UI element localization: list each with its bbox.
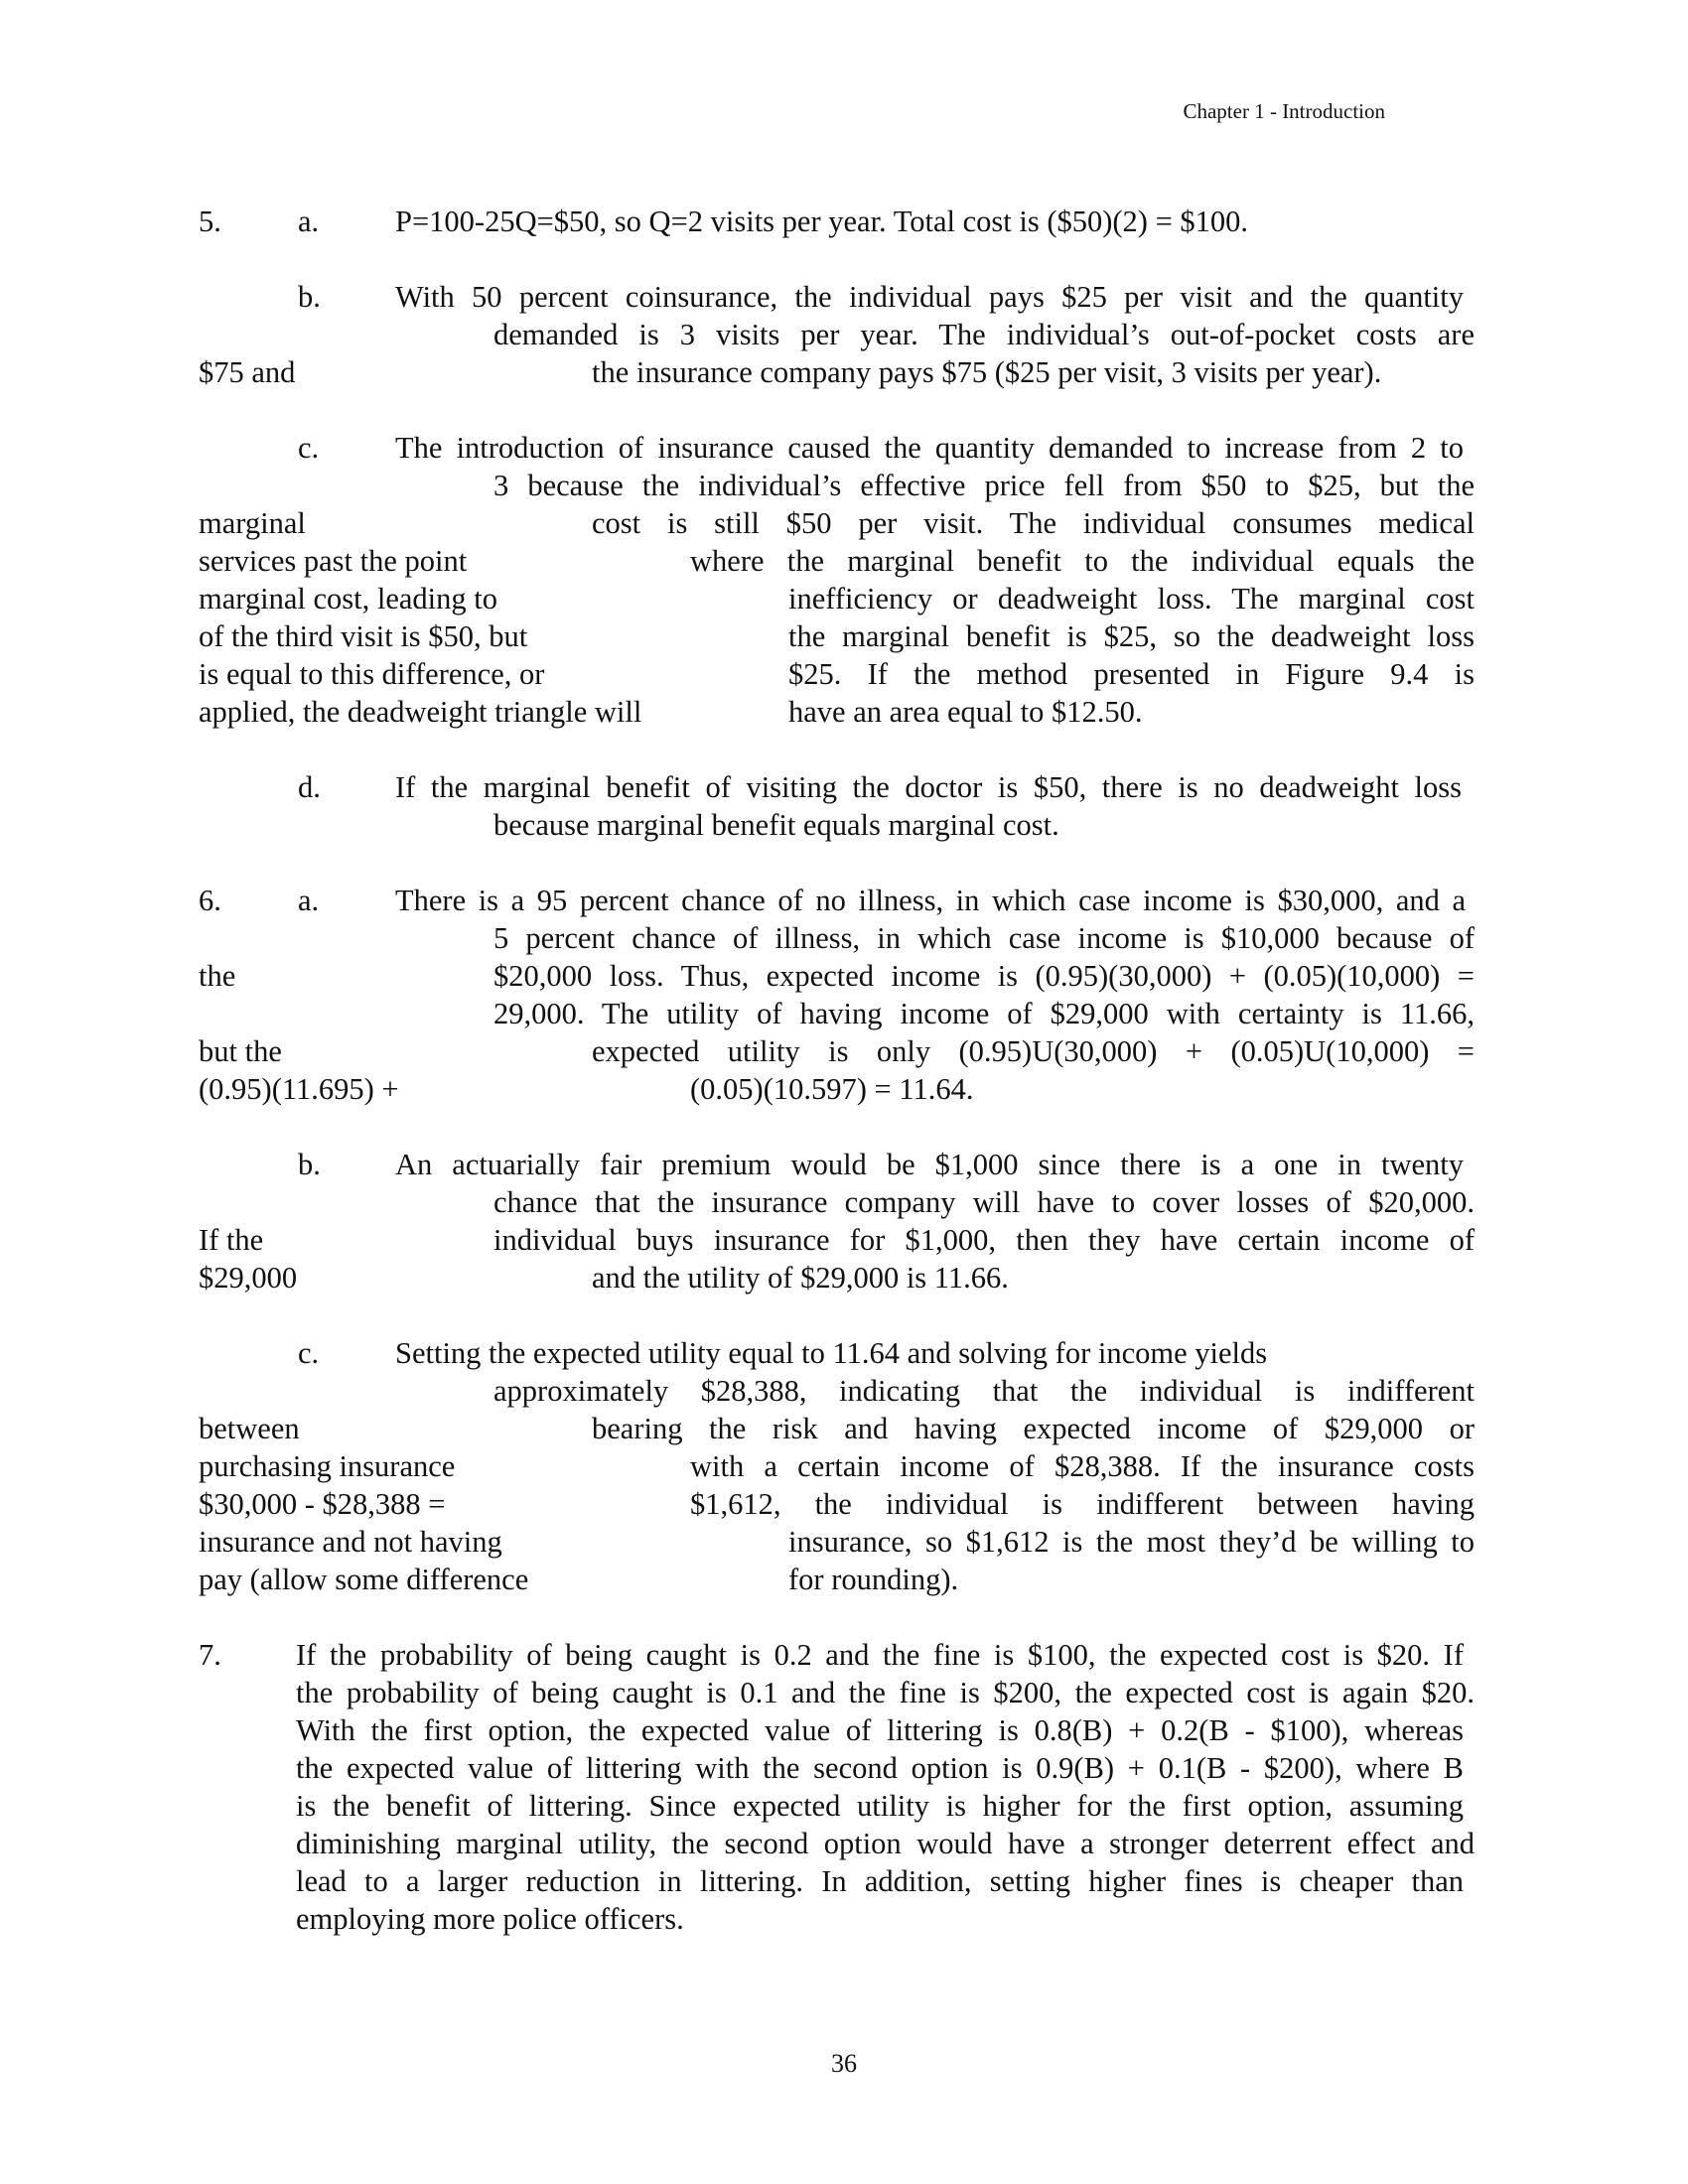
q6-a-line: 29,000. The utility of having income of $29,000 with certainty is 11.66, (493, 997, 1475, 1030)
q5-c-line: inefficiency or deadweight loss. The marginal cost (788, 582, 1475, 615)
q5-b-line: $75 and (199, 355, 296, 389)
running-header: Chapter 1 - Introduction (1183, 99, 1385, 123)
q6-c-line: purchasing insurance (199, 1449, 456, 1483)
q6-a-line: There is a 95 percent chance of no illness, in which case income is $30,000, and a (395, 884, 1466, 917)
q6-c-line: approximately $28,388, indicating that the individual is indifferent (493, 1374, 1475, 1408)
q5-c-line: 3 because the individual’s effective price fell from $50 to $25, but the (493, 469, 1475, 502)
q6-c-line: $30,000 - $28,388 = (199, 1487, 446, 1521)
q6-b-label: b. (298, 1148, 321, 1181)
question-7-number: 7. (199, 1638, 221, 1672)
question-5-number: 5. (199, 205, 221, 238)
q5-b-line: the insurance company pays $75 ($25 per visit, 3 visits per year). (592, 355, 1382, 389)
q6-c-line: between (199, 1412, 300, 1445)
q6-c-line: $1,612, the individual is indifferent between having (690, 1487, 1475, 1521)
q6-b-line: $29,000 (199, 1261, 298, 1295)
q5-c-line: of the third visit is $50, but (199, 619, 528, 653)
q5-a-label: a. (298, 205, 320, 238)
q5-d-line: because marginal benefit equals marginal cost. (493, 808, 1059, 842)
q7-line: If the probability of being caught is 0.2 and the fine is $100, the expected cost is $20. If (296, 1638, 1464, 1672)
q6-a-line: $20,000 loss. Thus, expected income is (0.95)(30,000) + (0.05)(10,000) = (493, 959, 1475, 993)
q6-a-line: the (199, 959, 236, 993)
q6-a-line: expected utility is only (0.95)U(30,000) + (0.05)U(10,000) = (592, 1034, 1475, 1068)
q5-a-text: P=100-25Q=$50, so Q=2 visits per year. Total cost is ($50)(2) = $100. (395, 205, 1249, 238)
q6-b-line: individual buys insurance for $1,000, then they have certain income of (493, 1223, 1475, 1257)
q7-line: diminishing marginal utility, the second option would have a stronger deterrent effect and (296, 1827, 1475, 1860)
q5-d-label: d. (298, 770, 321, 804)
q6-a-line: but the (199, 1034, 282, 1068)
q7-line: the probability of being caught is 0.1 and the fine is $200, the expected cost is again $20. (296, 1676, 1475, 1709)
q6-b-line: and the utility of $29,000 is 11.66. (592, 1261, 1009, 1295)
question-6-number: 6. (199, 884, 221, 917)
q5-c-line: is equal to this difference, or (199, 657, 545, 691)
q5-c-line: have an area equal to $12.50. (788, 695, 1143, 729)
q5-b-line: demanded is 3 visits per year. The individual’s out-of-pocket costs are (493, 318, 1475, 351)
page-number: 36 (831, 2049, 857, 2078)
q5-c-line: marginal (199, 506, 306, 540)
q5-b-line: With 50 percent coinsurance, the individual pays $25 per visit and the quantity (395, 280, 1464, 314)
q6-c-line: insurance and not having (199, 1525, 502, 1559)
q5-b-label: b. (298, 280, 321, 314)
q6-b-line: An actuarially fair premium would be $1,000 since there is a one in twenty (395, 1148, 1464, 1181)
q5-c-line: $25. If the method presented in Figure 9.4 is (788, 657, 1475, 691)
q6-b-line: chance that the insurance company will have to cover losses of $20,000. (493, 1185, 1475, 1219)
q7-line: lead to a larger reduction in littering. In addition, setting higher fines is cheaper than (296, 1864, 1464, 1898)
q6-c-line: bearing the risk and having expected income of $29,000 or (592, 1412, 1475, 1445)
q7-line: employing more police officers. (296, 1902, 684, 1936)
q6-a-line: (0.05)(10.597) = 11.64. (690, 1072, 974, 1106)
q5-c-line: marginal cost, leading to (199, 582, 497, 615)
q5-c-label: c. (298, 431, 320, 465)
q5-c-line: applied, the deadweight triangle will (199, 695, 642, 729)
q6-a-label: a. (298, 884, 320, 917)
q6-c-line: with a certain income of $28,388. If the insurance costs (690, 1449, 1475, 1483)
q5-c-line: cost is still $50 per visit. The individual consumes medical (592, 506, 1475, 540)
q6-a-line: (0.95)(11.695) + (199, 1072, 399, 1106)
q6-c-label: c. (298, 1336, 320, 1370)
q5-c-line: services past the point (199, 544, 468, 578)
q6-b-line: If the (199, 1223, 264, 1257)
q5-c-line: the marginal benefit is $25, so the deadweight loss (788, 619, 1475, 653)
q6-c-line: pay (allow some difference (199, 1563, 529, 1596)
q6-a-line: 5 percent chance of illness, in which case income is $10,000 because of (493, 921, 1475, 955)
q6-c-line: insurance, so $1,612 is the most they’d be willing to (788, 1525, 1475, 1559)
q7-line: the expected value of littering with the second option is 0.9(B) + 0.1(B - $200), where B (296, 1751, 1464, 1785)
q7-line: is the benefit of littering. Since expected utility is higher for the first option, assuming (296, 1789, 1464, 1823)
q5-c-line: The introduction of insurance caused the quantity demanded to increase from 2 to (395, 431, 1464, 465)
q7-line: With the first option, the expected value of littering is 0.8(B) + 0.2(B - $100), whereas (296, 1713, 1464, 1747)
q6-c-line: Setting the expected utility equal to 11.64 and solving for income yields (395, 1336, 1268, 1370)
q6-c-line: for rounding). (788, 1563, 959, 1596)
q5-c-line: where the marginal benefit to the individual equals the (690, 544, 1475, 578)
q5-d-line: If the marginal benefit of visiting the doctor is $50, there is no deadweight loss (395, 770, 1462, 804)
